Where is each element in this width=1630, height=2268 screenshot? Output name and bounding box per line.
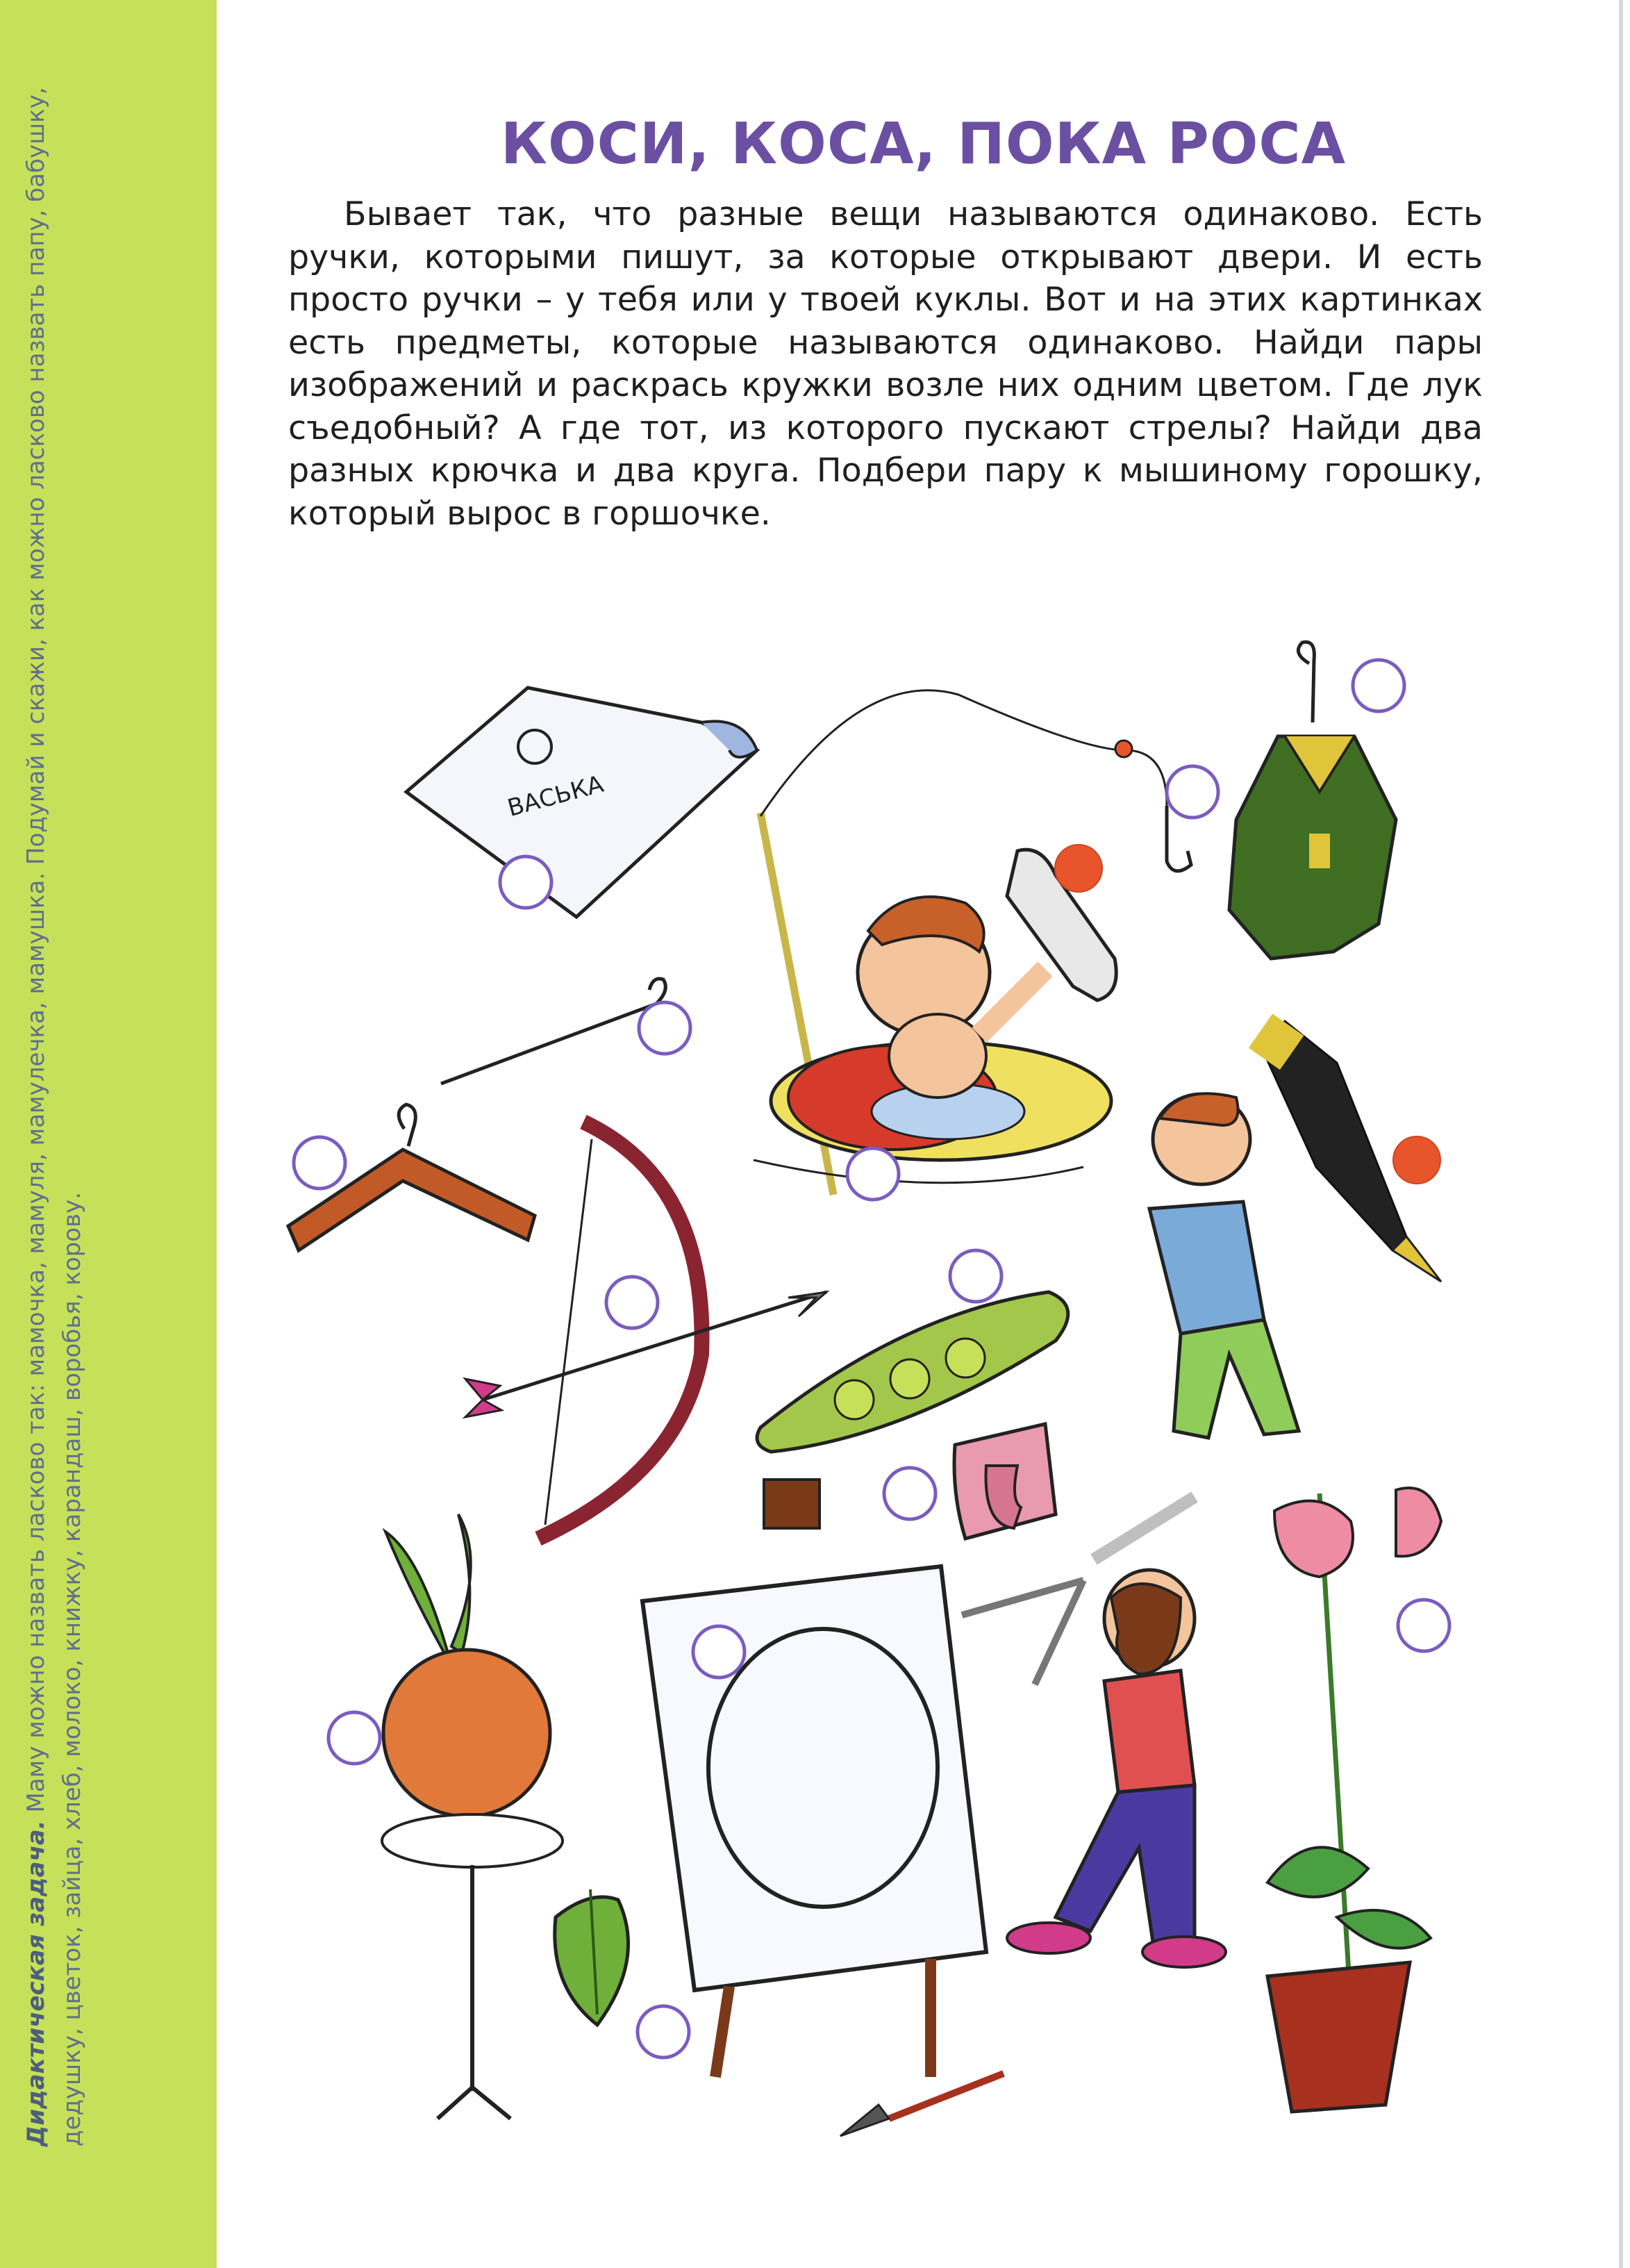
- canvas-with-circle: [642, 1480, 986, 2077]
- fountain-pen: [1249, 1013, 1441, 1282]
- answer-circle[interactable]: [1398, 1600, 1449, 1651]
- answer-circle[interactable]: [1167, 766, 1218, 818]
- bow-and-arrow: [465, 1122, 826, 1539]
- illustration-area: [217, 0, 1630, 2268]
- filled-circle[interactable]: [1055, 845, 1102, 892]
- onion: [329, 1514, 563, 2119]
- answer-circle[interactable]: [294, 1137, 345, 1189]
- sidebar-label: Дидактическая задача.: [22, 1820, 50, 2146]
- sidebar-text: Маму можно назвать ласково так: мамочка, мамуля, мамулечка, мамушка. Подумай и скажи, как можно ласково назвать папу, бабушку, дедушку, цветок, зайца, хлеб, молоко, книжку, карандаш, воробья, корову.: [22, 87, 86, 2146]
- answer-circle[interactable]: [500, 856, 551, 908]
- knitting-hook: [441, 979, 690, 1084]
- answer-circle[interactable]: [329, 1712, 380, 1764]
- artist-with-compass: [962, 1497, 1226, 1967]
- clothes-hanger: [288, 1104, 535, 1250]
- leaf: [555, 1889, 689, 2058]
- sidebar-task: [18, 63, 90, 2146]
- answer-circle[interactable]: [950, 1250, 1001, 1302]
- flower-pot: [1267, 1488, 1449, 2112]
- jacket-on-hook: [1229, 642, 1404, 959]
- answer-circle[interactable]: [606, 1277, 658, 1328]
- answer-circle[interactable]: [847, 1148, 899, 1200]
- wall-hook: [884, 1424, 1056, 1539]
- answer-circle[interactable]: [884, 1468, 935, 1519]
- answer-circle[interactable]: [693, 1626, 745, 1678]
- answer-circle[interactable]: [638, 2006, 689, 2058]
- paintbrush: [840, 2074, 1004, 2136]
- answer-circle[interactable]: [1353, 660, 1404, 711]
- body-text: Бывает так, что разные вещи называются одинаково. Есть ручки, которыми пишут, за которые открывают двери. И есть просто ручки – у тебя или у твоей куклы. Вот и на этих картинках есть предметы, которые называются одинаково. Найди пары изображений и раскрась кружки возле них одним цветом. Где лук съедобный? А где тот, из которого пускают стрелы? Найди два разных крючка и два круга. Подбери пару к мышиному горошку, который вырос в горшочке.: [288, 195, 1483, 533]
- filled-circle[interactable]: [1393, 1136, 1440, 1184]
- boy-with-pen: [1149, 1093, 1299, 1438]
- page-title: КОСИ, КОСА, ПОКА РОСА: [500, 111, 1347, 177]
- drawing-label: ВАСЬКА: [504, 770, 607, 822]
- answer-circle[interactable]: [639, 1002, 690, 1054]
- pea-pod: [757, 1250, 1068, 1452]
- paper-drawing: [406, 688, 757, 917]
